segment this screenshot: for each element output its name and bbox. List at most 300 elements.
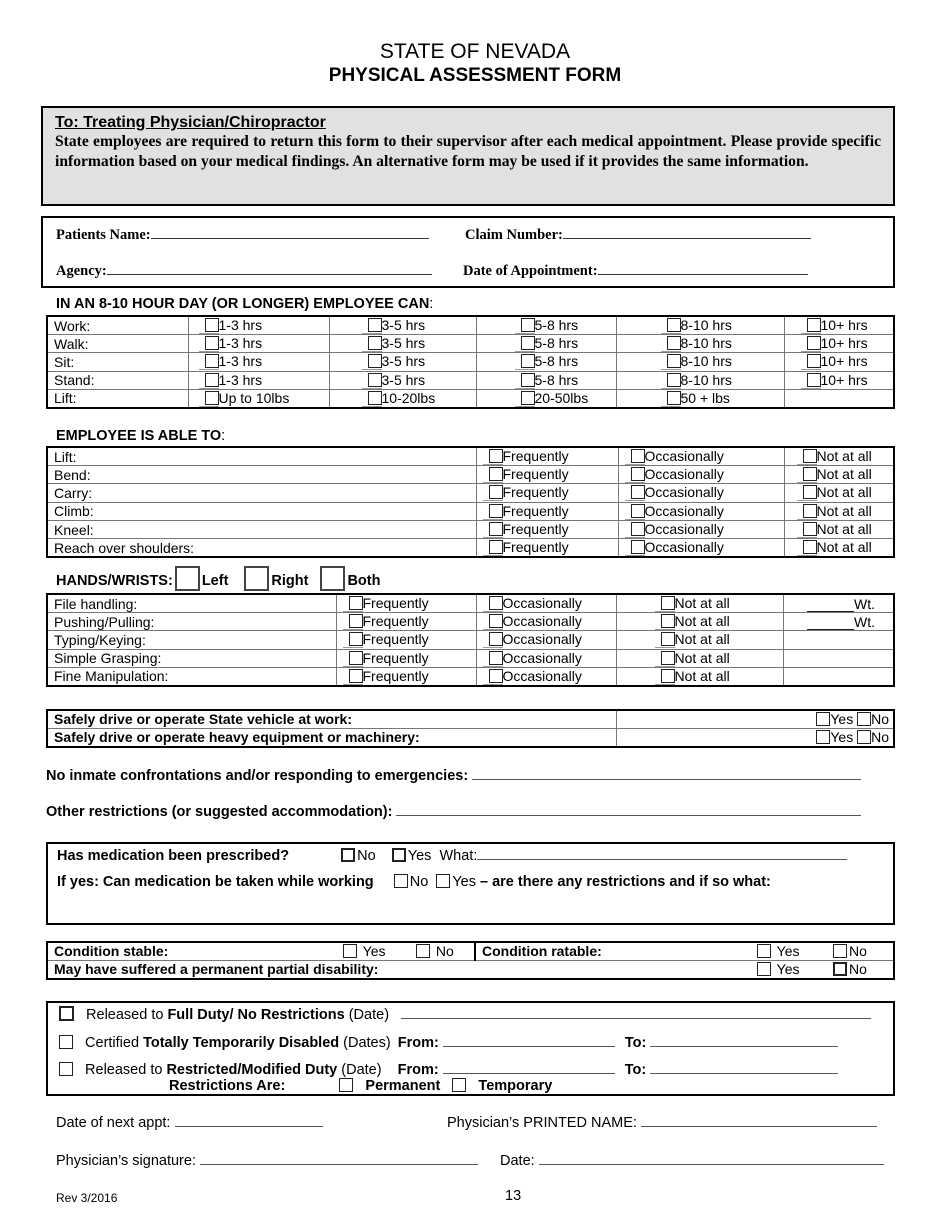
checkbox-sit-1-3-hrs[interactable]: [205, 354, 219, 368]
driving-yes-checkbox[interactable]: [816, 730, 830, 744]
condition-ratable-label: Condition ratable:: [475, 942, 751, 960]
weight-field: [783, 667, 894, 686]
checkbox-sit-8-10-hrs[interactable]: [667, 354, 681, 368]
checkbox-bend-frequently[interactable]: [489, 467, 503, 481]
hands-wrists-option[interactable]: [336, 631, 476, 649]
option-label: 3-5 hrs: [381, 371, 426, 388]
condition-stable-no-option[interactable]: [410, 942, 475, 960]
option-label: 10+ hrs: [820, 317, 868, 333]
capacity-option[interactable]: [616, 335, 784, 353]
able-to-option[interactable]: [476, 502, 618, 520]
date-of-appointment-field[interactable]: [463, 263, 808, 280]
option-label: Frequently: [502, 484, 569, 501]
option-label: Occasionally: [644, 484, 724, 501]
checkbox-work-5-8-hrs[interactable]: [521, 318, 535, 332]
checkbox-work-10-hrs[interactable]: [807, 318, 821, 332]
able-to-option[interactable]: [476, 484, 618, 502]
able-to-title: EMPLOYEE IS ABLE TO:: [56, 428, 226, 444]
option-label: 8-10 hrs: [680, 353, 732, 370]
right-hand-checkbox[interactable]: [244, 566, 269, 591]
modified-from-label: From:: [397, 1062, 439, 1078]
medication-working-no-checkbox[interactable]: [394, 874, 408, 888]
option-label: 5-8 hrs: [534, 371, 579, 388]
inmate-confrontations-label: No inmate confrontations and/or responding to emergencies:: [46, 768, 469, 784]
checkbox-fine-manipulation-frequently[interactable]: [349, 669, 363, 683]
restrictions-are-label: Restrictions Are:: [169, 1078, 286, 1094]
checkbox-carry-not-at-all[interactable]: [803, 485, 817, 499]
ttd-label: Totally Temporarily Disabled: [143, 1035, 340, 1051]
able-to-option[interactable]: [618, 502, 784, 520]
modified-duty-checkbox[interactable]: [59, 1062, 73, 1076]
permanent-label: Permanent: [365, 1078, 441, 1094]
condition-stable-no-checkbox[interactable]: [416, 944, 430, 958]
driving-yes-no: [616, 728, 894, 746]
capacity-option[interactable]: [188, 389, 329, 408]
checkbox-carry-occasionally[interactable]: [631, 485, 645, 499]
other-restrictions-field[interactable]: [46, 803, 861, 820]
able-to-option[interactable]: [618, 520, 784, 538]
no-label: No: [435, 943, 454, 960]
option-label: 3-5 hrs: [381, 335, 426, 352]
capacity-option[interactable]: [329, 353, 476, 371]
condition-ratable-yes-checkbox[interactable]: [757, 944, 771, 958]
able-to-option[interactable]: [618, 447, 784, 466]
driving-row-label: Safely drive or operate heavy equipment or machinery:: [47, 728, 616, 746]
hands-wrists-option[interactable]: [616, 649, 783, 667]
next-appt-label: Date of next appt:: [56, 1115, 171, 1131]
checkbox-typing-keying-occasionally[interactable]: [489, 632, 503, 646]
capacity-option[interactable]: [329, 389, 476, 408]
condition-stable-yes-checkbox[interactable]: [343, 944, 357, 958]
capacity-option[interactable]: [784, 335, 894, 353]
yes-label: Yes: [776, 943, 800, 960]
full-duty-date-input[interactable]: [401, 1006, 871, 1019]
capacity-option[interactable]: [188, 371, 329, 389]
modified-duty-label: Restricted/Modified Duty: [166, 1062, 338, 1078]
capacity-row: [47, 335, 894, 353]
checkbox-simple-grasping-frequently[interactable]: [349, 651, 363, 665]
driving-no-checkbox[interactable]: [857, 730, 871, 744]
option-label: Not at all: [674, 595, 730, 611]
printed-name-field[interactable]: [447, 1114, 877, 1131]
condition-ratable-yes-option[interactable]: [751, 942, 827, 960]
left-label: Left: [201, 573, 229, 589]
medication-working-yes-checkbox[interactable]: [436, 874, 450, 888]
checkbox-reach-over-shoulders-frequently[interactable]: [489, 540, 503, 554]
checkbox-fine-manipulation-occasionally[interactable]: [489, 669, 503, 683]
able-to-option[interactable]: [784, 447, 894, 466]
checkbox-lift-up-to-10lbs[interactable]: [205, 391, 219, 405]
inmate-confrontations-field[interactable]: [46, 767, 861, 784]
weight-field: [783, 631, 894, 649]
capacity-row-label: Walk:: [47, 335, 188, 353]
capacity-option[interactable]: [329, 335, 476, 353]
checkbox-walk-5-8-hrs[interactable]: [521, 336, 535, 350]
medication-prescribed-yes-checkbox[interactable]: [392, 848, 406, 862]
able-to-row-label: Lift:: [47, 447, 476, 466]
checkbox-carry-frequently[interactable]: [489, 485, 503, 499]
checkbox-pushing-pulling-frequently[interactable]: [349, 614, 363, 628]
inmate-confrontations-input[interactable]: [472, 767, 861, 780]
able-to-row: [47, 484, 894, 502]
checkbox-walk-10-hrs[interactable]: [807, 336, 821, 350]
able-to-row-label: Reach over shoulders:: [47, 539, 476, 558]
hands-wrists-option[interactable]: [616, 631, 783, 649]
hands-wrists-row: [47, 649, 894, 667]
notice-body: State employees are required to return this form to their supervisor after each medical appointment. Please provide specific information based on your medical findings. An alternative form may be used if it provides the same information.: [55, 133, 881, 170]
hands-wrists-option[interactable]: [476, 667, 616, 686]
capacity-option[interactable]: [784, 371, 894, 389]
able-to-option[interactable]: [618, 539, 784, 558]
page-number: 13: [505, 1188, 522, 1204]
hands-wrists-row: [47, 613, 894, 631]
checkbox-lift-20-50lbs[interactable]: [521, 391, 535, 405]
agency-field[interactable]: [56, 263, 432, 280]
capacity-option[interactable]: [188, 316, 329, 335]
full-duty-label: Full Duty/ No Restrictions: [167, 1007, 345, 1023]
checkbox-reach-over-shoulders-occasionally[interactable]: [631, 540, 645, 554]
weight-field[interactable]: ______Wt.: [783, 594, 894, 613]
hands-wrists-option[interactable]: [336, 667, 476, 686]
capacity-row-label: Sit:: [47, 353, 188, 371]
ppd-row: [47, 960, 894, 978]
able-to-row: [47, 447, 894, 466]
option-label: Frequently: [362, 667, 429, 684]
option-label: 1-3 hrs: [218, 335, 263, 352]
capacity-option[interactable]: [784, 353, 894, 371]
checkbox-work-8-10-hrs[interactable]: [667, 318, 681, 332]
option-label: 10+ hrs: [820, 353, 868, 370]
able-to-option[interactable]: [476, 539, 618, 558]
capacity-row: [47, 316, 894, 335]
ttd-suffix: (Dates): [339, 1035, 391, 1051]
checkbox-stand-10-hrs[interactable]: [807, 373, 821, 387]
checkbox-work-1-3-hrs[interactable]: [205, 318, 219, 332]
able-to-option[interactable]: [784, 520, 894, 538]
patients-name-label: Patients Name:: [56, 227, 151, 243]
able-to-option[interactable]: [476, 466, 618, 484]
option-label: 3-5 hrs: [381, 353, 426, 370]
option-label: Occasionally: [644, 448, 724, 464]
no-label: No: [849, 961, 867, 978]
signature-field[interactable]: [56, 1152, 478, 1169]
checkbox-file-handling-frequently[interactable]: [349, 596, 363, 610]
option-label: 10-20lbs: [381, 389, 436, 406]
no-label: No: [871, 711, 889, 728]
patients-name-input[interactable]: [151, 227, 429, 239]
checkbox-reach-over-shoulders-not-at-all[interactable]: [803, 540, 817, 554]
patient-info-box: [41, 216, 895, 288]
checkbox-stand-8-10-hrs[interactable]: [667, 373, 681, 387]
checkbox-kneel-occasionally[interactable]: [631, 522, 645, 536]
option-label: Not at all: [674, 613, 730, 630]
option-label: Frequently: [362, 595, 429, 611]
able-to-option[interactable]: [784, 466, 894, 484]
checkbox-sit-5-8-hrs[interactable]: [521, 354, 535, 368]
capacity-option[interactable]: [476, 389, 616, 408]
checkbox-typing-keying-frequently[interactable]: [349, 632, 363, 646]
right-label: Right: [271, 573, 309, 589]
option-label: 10+ hrs: [820, 335, 868, 352]
medication-prescribed-row: [57, 847, 847, 864]
capacity-option[interactable]: [616, 389, 784, 408]
capacity-row-label: Work:: [47, 316, 188, 335]
agency-input[interactable]: [107, 263, 432, 275]
printed-name-input[interactable]: [641, 1114, 877, 1127]
checkbox-lift-occasionally[interactable]: [631, 449, 645, 463]
no-label: No: [871, 729, 889, 746]
yes-label: Yes: [362, 943, 386, 960]
option-label: 1-3 hrs: [218, 317, 263, 333]
able-to-row-label: Bend:: [47, 466, 476, 484]
modified-to-label: To:: [624, 1062, 647, 1078]
able-to-option[interactable]: [784, 539, 894, 558]
able-to-option[interactable]: [476, 520, 618, 538]
option-label: Frequently: [502, 448, 569, 464]
temporary-checkbox[interactable]: [452, 1078, 466, 1092]
ppd-yes-checkbox[interactable]: [757, 962, 771, 976]
option-label: Not at all: [816, 502, 872, 519]
ttd-to-input[interactable]: [650, 1034, 838, 1047]
checkbox-kneel-frequently[interactable]: [489, 522, 503, 536]
checkbox-work-3-5-hrs[interactable]: [368, 318, 382, 332]
checkbox-stand-3-5-hrs[interactable]: [368, 373, 382, 387]
permanent-checkbox[interactable]: [339, 1078, 353, 1092]
claim-number-input[interactable]: [563, 227, 811, 239]
checkbox-lift-frequently[interactable]: [489, 449, 503, 463]
option-label: 8-10 hrs: [680, 317, 732, 333]
option-label: 5-8 hrs: [534, 317, 579, 333]
medication-what-label: What:: [439, 848, 478, 864]
full-duty-prefix: Released to: [86, 1007, 168, 1023]
option-label: Frequently: [502, 502, 569, 519]
medication-working-label: If yes: Can medication be taken while working: [57, 874, 374, 890]
checkbox-bend-occasionally[interactable]: [631, 467, 645, 481]
hands-wrists-row: [47, 667, 894, 686]
capacity-option[interactable]: [616, 371, 784, 389]
option-label: Occasionally: [644, 466, 724, 483]
medication-prescribed-no-checkbox[interactable]: [341, 848, 355, 862]
hands-wrists-option[interactable]: [476, 649, 616, 667]
condition-ratable-no-option[interactable]: [827, 942, 894, 960]
option-label: Frequently: [502, 466, 569, 483]
driving-yes-checkbox[interactable]: [816, 712, 830, 726]
option-label: 8-10 hrs: [680, 335, 732, 352]
option-label: Occasionally: [644, 502, 724, 519]
hands-wrists-option[interactable]: [476, 613, 616, 631]
full-duty-row: [59, 1006, 871, 1023]
modified-suffix: (Date): [337, 1062, 382, 1078]
capacity-option[interactable]: [329, 316, 476, 335]
option-label: Occasionally: [502, 667, 582, 684]
checkbox-climb-occasionally[interactable]: [631, 504, 645, 518]
driving-no-checkbox[interactable]: [857, 712, 871, 726]
yes-label: Yes: [452, 874, 476, 890]
checkbox-walk-1-3-hrs[interactable]: [205, 336, 219, 350]
notice-box: [41, 106, 895, 206]
checkbox-lift-50-lbs[interactable]: [667, 391, 681, 405]
hands-wrists-row: [47, 594, 894, 613]
other-restrictions-input[interactable]: [396, 803, 861, 816]
signature-date-label: Date:: [500, 1153, 535, 1169]
patients-name-field[interactable]: [56, 227, 429, 244]
option-label: Not at all: [816, 448, 872, 464]
hands-wrists-row-label: Typing/Keying:: [47, 631, 336, 649]
yes-label: Yes: [407, 848, 432, 864]
able-to-row-label: Climb:: [47, 502, 476, 520]
able-to-option[interactable]: [618, 484, 784, 502]
checkbox-climb-frequently[interactable]: [489, 504, 503, 518]
hands-wrists-option[interactable]: [336, 594, 476, 613]
left-hand-checkbox[interactable]: [175, 566, 200, 591]
checkbox-stand-5-8-hrs[interactable]: [521, 373, 535, 387]
condition-table: [46, 941, 895, 980]
checkbox-lift-10-20lbs[interactable]: [368, 391, 382, 405]
checkbox-stand-1-3-hrs[interactable]: [205, 373, 219, 387]
hands-wrists-option[interactable]: [476, 631, 616, 649]
option-label: Not at all: [674, 667, 730, 684]
capacity-row-label: Lift:: [47, 389, 188, 408]
claim-number-field[interactable]: [465, 227, 811, 244]
checkbox-walk-8-10-hrs[interactable]: [667, 336, 681, 350]
option-label: 3-5 hrs: [381, 317, 426, 333]
option-label: Occasionally: [502, 631, 582, 648]
signature-date-input[interactable]: [539, 1152, 884, 1165]
hands-wrists-option[interactable]: [616, 613, 783, 631]
weight-field[interactable]: ______Wt.: [783, 613, 894, 631]
option-label: 8-10 hrs: [680, 371, 732, 388]
capacity-option[interactable]: [476, 353, 616, 371]
ppd-no-option[interactable]: [827, 960, 894, 978]
medication-restrictions-input[interactable]: [57, 896, 885, 920]
condition-stable-yes-option[interactable]: [337, 942, 410, 960]
release-box: [46, 1001, 895, 1096]
condition-ratable-no-checkbox[interactable]: [833, 944, 847, 958]
hands-wrists-option[interactable]: [476, 594, 616, 613]
medication-box: [46, 842, 895, 925]
checkbox-typing-keying-not-at-all[interactable]: [661, 632, 675, 646]
driving-table: [46, 709, 895, 748]
checkbox-file-handling-not-at-all[interactable]: [661, 596, 675, 610]
option-label: Frequently: [502, 539, 569, 556]
capacity-option[interactable]: [188, 335, 329, 353]
ttd-prefix: Certified: [85, 1035, 144, 1051]
option-label: Not at all: [674, 631, 730, 648]
checkbox-simple-grasping-not-at-all[interactable]: [661, 651, 675, 665]
option-label: 5-8 hrs: [534, 335, 579, 352]
checkbox-pushing-pulling-not-at-all[interactable]: [661, 614, 675, 628]
option-label: 50 + lbs: [680, 389, 730, 406]
able-to-row-label: Carry:: [47, 484, 476, 502]
ttd-from-input[interactable]: [443, 1034, 615, 1047]
medication-what-input[interactable]: [477, 847, 847, 860]
checkbox-lift-not-at-all[interactable]: [803, 449, 817, 463]
able-to-option[interactable]: [784, 484, 894, 502]
printed-name-label: Physician’s PRINTED NAME:: [447, 1115, 637, 1131]
hands-wrists-option[interactable]: [336, 613, 476, 631]
hands-wrists-option[interactable]: [616, 667, 783, 686]
capacity-row-label: Stand:: [47, 371, 188, 389]
signature-input[interactable]: [200, 1152, 478, 1165]
capacity-option[interactable]: [476, 371, 616, 389]
checkbox-file-handling-occasionally[interactable]: [489, 596, 503, 610]
capacity-option[interactable]: [616, 316, 784, 335]
option-label: Frequently: [362, 649, 429, 666]
full-duty-checkbox[interactable]: [59, 1006, 74, 1021]
capacity-option[interactable]: [476, 335, 616, 353]
signature-label: Physician’s signature:: [56, 1153, 196, 1169]
able-to-option[interactable]: [618, 466, 784, 484]
hands-wrists-table: [46, 593, 895, 687]
checkbox-kneel-not-at-all[interactable]: [803, 522, 817, 536]
date-of-appointment-input[interactable]: [598, 263, 808, 275]
able-to-option[interactable]: [784, 502, 894, 520]
full-duty-suffix: (Date): [344, 1007, 390, 1023]
able-to-row: [47, 502, 894, 520]
next-appt-input[interactable]: [175, 1114, 323, 1127]
driving-row: [47, 710, 894, 728]
driving-row: [47, 728, 894, 746]
checkbox-climb-not-at-all[interactable]: [803, 504, 817, 518]
temporary-label: Temporary: [478, 1078, 553, 1094]
capacity-option[interactable]: [476, 316, 616, 335]
no-label: No: [849, 943, 867, 960]
option-label: 1-3 hrs: [218, 353, 263, 370]
option-label: Up to 10lbs: [218, 389, 290, 406]
condition-stable-label: Condition stable:: [47, 942, 337, 960]
able-to-row: [47, 466, 894, 484]
able-to-table: [46, 446, 895, 558]
ttd-checkbox[interactable]: [59, 1035, 73, 1049]
option-label: Not at all: [816, 539, 872, 556]
modified-from-input[interactable]: [443, 1061, 615, 1074]
hands-wrists-option[interactable]: [616, 594, 783, 613]
able-to-row: [47, 520, 894, 538]
driving-yes-no: [616, 710, 894, 728]
date-of-appointment-label: Date of Appointment:: [463, 263, 598, 279]
checkbox-pushing-pulling-occasionally[interactable]: [489, 614, 503, 628]
capacity-option[interactable]: [329, 371, 476, 389]
checkbox-sit-10-hrs[interactable]: [807, 354, 821, 368]
ttd-to-label: To:: [624, 1035, 647, 1051]
hands-wrists-row-label: Fine Manipulation:: [47, 667, 336, 686]
capacity-option[interactable]: [784, 316, 894, 335]
option-label: Frequently: [362, 631, 429, 648]
checkbox-walk-3-5-hrs[interactable]: [368, 336, 382, 350]
hands-wrists-option[interactable]: [336, 649, 476, 667]
modified-to-input[interactable]: [650, 1061, 838, 1074]
checkbox-fine-manipulation-not-at-all[interactable]: [661, 669, 675, 683]
option-label: Frequently: [502, 521, 569, 538]
ttd-row: [59, 1034, 838, 1051]
option-label: 20-50lbs: [534, 389, 589, 406]
able-to-option[interactable]: [476, 447, 618, 466]
checkbox-sit-3-5-hrs[interactable]: [368, 354, 382, 368]
other-restrictions-label: Other restrictions (or suggested accommodation):: [46, 804, 393, 820]
capacity-option[interactable]: [188, 353, 329, 371]
capacity-option[interactable]: [616, 353, 784, 371]
both-hands-checkbox[interactable]: [320, 566, 345, 591]
capacity-row: [47, 353, 894, 371]
medication-prescribed-label: Has medication been prescribed?: [57, 848, 290, 864]
ppd-yes-option[interactable]: [751, 960, 827, 978]
signature-date-field[interactable]: [500, 1152, 884, 1169]
ppd-no-checkbox[interactable]: [833, 962, 847, 976]
option-label: Occasionally: [502, 595, 582, 611]
next-appt-field[interactable]: [56, 1114, 323, 1131]
checkbox-bend-not-at-all[interactable]: [803, 467, 817, 481]
checkbox-simple-grasping-occasionally[interactable]: [489, 651, 503, 665]
